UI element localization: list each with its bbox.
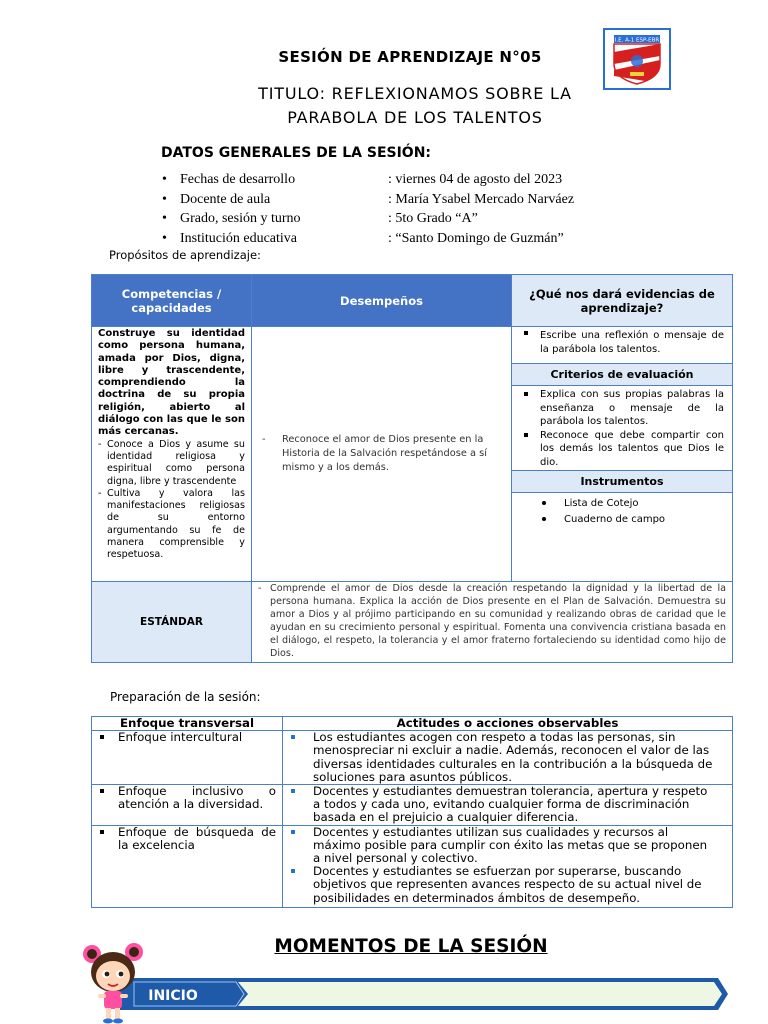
competencia-text: Construye su identidad como persona humana, amada por Dios, digna, libre y trascendente, comprendiendo la doctrina de su propia religión, abierto al diálogo con las que le son más cercanas. [98, 328, 245, 438]
table-header-row [92, 275, 733, 327]
header-enfoque: Enfoque transversal [92, 717, 283, 731]
table-row [92, 825, 733, 907]
enfoque-cell: Enfoque inclusivo o atención a la diversidad. [92, 785, 283, 826]
bullet-icon: • [162, 230, 167, 246]
estandar-item: - Comprende el amor de Dios desde la creación respetando la dignidad y la libertad de la persona humana. Explica la acción de Dios presente en el Plan de Salvación. Demuestra su amor a Dios y al prójimo participando en su comunidad y realizando obras de caridad que le ayudan en su crecimiento personal y espiritual. Fomenta una convivencia cristiana basada en el diálogo, el respeto, la tolerancia y el amor fraterno fortaleciendo su identidad como hijo de Dios. [258, 583, 726, 659]
competencias-cell [92, 327, 252, 582]
criterios-list [512, 386, 732, 470]
actitudes-cell: Docentes y estudiantes utilizan sus cualidades y recursos al máximo posible para cumplir con éxito las metas que se proponen a nivel personal y colectivo. Docentes y estudiantes se esfuerzan por superarse, buscando objetivos que representen avances respecto de su actual nivel de posibilidades en determinados ámbitos de desempeño. [283, 825, 733, 907]
lesson-title-line1: TITULO: REFLEXIONAMOS SOBRE LA [258, 84, 572, 103]
actitudes-cell: Los estudiantes acogen con respeto a todas las personas, sin menospreciar ni excluir a nadie. Además, reconocen el valor de las diversas identidades culturales en la contribución a la búsqueda de soluciones para asuntos públicos. [283, 731, 733, 785]
datos-key: Fechas de desarrollo [180, 172, 296, 187]
lesson-title-line2: PARABOLA DE LOS TALENTOS [287, 108, 543, 127]
enfoque-cell: Enfoque intercultural [92, 731, 283, 785]
square-bullet-icon [100, 789, 104, 793]
bullet-icon: • [162, 191, 167, 207]
propositos-label: Propósitos de aprendizaje: [109, 248, 261, 262]
header-competencias: Competencias / capacidades [92, 275, 252, 327]
table-row [92, 785, 733, 826]
capacidad-item: - Cultiva y valora las manifestaciones religiosas de su entorno argumentando su fe de manera comprensible y respetuosa. [98, 487, 245, 561]
lesson-title [230, 82, 600, 130]
enfoques-table [91, 716, 733, 908]
datos-value: : María Ysabel Mercado Narváez [388, 191, 575, 207]
header-evidencias: ¿Qué nos dará evidencias de aprendizaje? [512, 275, 733, 327]
square-bullet-icon [291, 830, 295, 834]
square-bullet-icon [524, 392, 528, 396]
instrumento-item: Lista de Cotejo [512, 496, 732, 512]
square-bullet-icon [100, 830, 104, 834]
table-row [92, 731, 733, 785]
instrumentos-title: Instrumentos [512, 470, 732, 493]
square-bullet-icon [524, 331, 528, 335]
bullet-icon [542, 517, 546, 521]
datos-key: Grado, sesión y turno [180, 211, 301, 226]
bullet-icon [542, 501, 546, 505]
bullet-icon: • [162, 172, 167, 187]
square-bullet-icon [524, 433, 528, 437]
evidencias-cell [512, 327, 733, 582]
header-desempenos: Desempeños [252, 275, 512, 327]
desempenos-cell [252, 327, 512, 582]
capacidad-item: - Conoce a Dios y asume su identidad religiosa y espiritual como persona digna, libre y trascendente [98, 438, 245, 487]
criterio-item: Reconoce que debe compartir con los demás los talentos que Dios le dio. [512, 429, 732, 470]
header-actitudes: Actitudes o acciones observables [283, 717, 733, 731]
estandar-row [92, 582, 733, 663]
datos-key: Docente de aula [180, 191, 271, 207]
criterios-title: Criterios de evaluación [512, 363, 732, 386]
enfoque-cell: Enfoque de búsqueda de la excelencia [92, 825, 283, 907]
inicio-label: INICIO [148, 988, 198, 1004]
table-row [92, 327, 733, 582]
square-bullet-icon [291, 735, 295, 739]
instrumentos-list [512, 493, 732, 527]
datos-key: Institución educativa [180, 230, 298, 246]
datos-value: : 5to Grado “A” [388, 211, 478, 226]
datos-value: : “Santo Domingo de Guzmán” [388, 230, 564, 246]
preparacion-label: Preparación de la sesión: [110, 690, 261, 704]
desempeno-item: - Reconoce el amor de Dios presente en la Historia de la Salvación respetándose a sí mismo y a los demás. [262, 434, 487, 473]
datos-value: : viernes 04 de agosto del 2023 [388, 172, 563, 187]
school-logo [603, 28, 671, 90]
bullet-icon: • [162, 211, 167, 226]
square-bullet-icon [100, 735, 104, 739]
table-header-row [92, 717, 733, 731]
square-bullet-icon [291, 789, 295, 793]
propositos-table [91, 274, 733, 663]
momentos-title: MOMENTOS DE LA SESIÓN [274, 936, 548, 957]
criterio-item: Explica con sus propias palabras la enseñanza o mensaje de la parábola los talentos. [512, 388, 732, 429]
square-bullet-icon [291, 869, 295, 873]
datos-heading: DATOS GENERALES DE LA SESIÓN: [161, 145, 432, 161]
actitudes-cell: Docentes y estudiantes demuestran tolerancia, apertura y respeto a todos y cada uno, evitando cualquier forma de discriminación basada en el prejuicio a cualquier diferencia. [283, 785, 733, 826]
logo-text: I.E. A-1 ESP-EBR [614, 37, 660, 44]
evidencia-item: Escribe una reflexión o mensaje de la parábola los talentos. [512, 327, 732, 363]
instrumento-item: Cuaderno de campo [512, 512, 732, 528]
inicio-banner [78, 938, 734, 1024]
estandar-label: ESTÁNDAR [92, 582, 252, 663]
estandar-cell [252, 582, 733, 663]
session-number-title: SESIÓN DE APRENDIZAJE N°05 [278, 48, 542, 66]
banner-light-area [238, 982, 722, 1006]
